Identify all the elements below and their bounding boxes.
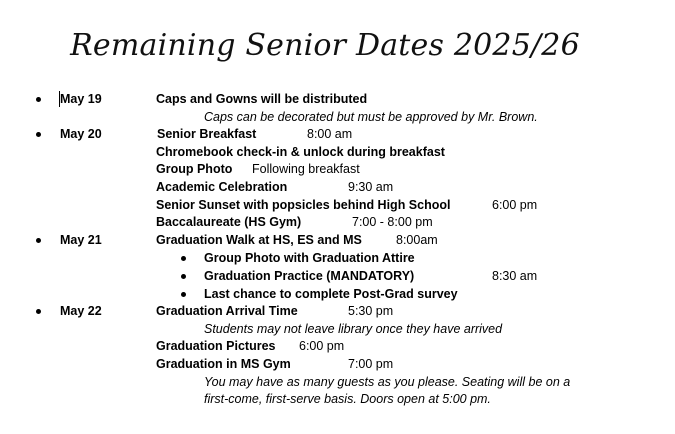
sub-bullet-icon xyxy=(181,292,186,297)
event-academic-celebration: Academic Celebration xyxy=(156,180,288,194)
bullet-icon xyxy=(36,309,41,314)
page-title: Remaining Senior Dates 2025/26 xyxy=(70,28,580,63)
sub-bullet-icon xyxy=(181,256,186,261)
event-graduation-practice: Graduation Practice (MANDATORY) xyxy=(204,269,415,283)
date-may-19: May 19 xyxy=(60,92,102,106)
time-baccalaureate: 7:00 - 8:00 pm xyxy=(352,215,433,229)
date-may-20: May 20 xyxy=(60,127,102,141)
note-caps-decorated: Caps can be decorated but must be approved by Mr. Brown. xyxy=(204,110,538,124)
time-graduation-practice: 8:30 am xyxy=(492,269,538,283)
time-graduation-pictures: 6:00 pm xyxy=(299,339,345,353)
date-may-21: May 21 xyxy=(60,233,102,247)
event-graduation-arrival: Graduation Arrival Time xyxy=(156,304,298,318)
time-graduation-arrival: 5:30 pm xyxy=(348,304,394,318)
bullet-icon xyxy=(36,238,41,243)
event-post-grad-survey: Last chance to complete Post-Grad survey xyxy=(204,287,458,301)
sub-bullet-icon xyxy=(181,274,186,279)
event-graduation-pictures: Graduation Pictures xyxy=(156,339,276,353)
time-senior-breakfast: 8:00 am xyxy=(307,127,353,141)
time-graduation-walk: 8:00am xyxy=(396,233,438,247)
time-senior-sunset: 6:00 pm xyxy=(492,198,538,212)
event-group-photo: Group Photo xyxy=(156,162,233,176)
event-baccalaureate: Baccalaureate (HS Gym) xyxy=(156,215,302,229)
date-may-22: May 22 xyxy=(60,304,102,318)
time-group-photo: Following breakfast xyxy=(252,162,360,176)
event-group-photo-attire: Group Photo with Graduation Attire xyxy=(204,251,415,265)
event-caps-gowns: Caps and Gowns will be distributed xyxy=(156,92,368,106)
event-chromebook: Chromebook check-in & unlock during breakfast xyxy=(156,145,445,159)
event-graduation-walk: Graduation Walk at HS, ES and MS xyxy=(156,233,362,247)
time-graduation-ms-gym: 7:00 pm xyxy=(348,357,394,371)
event-senior-breakfast: Senior Breakfast xyxy=(157,127,257,141)
bullet-icon xyxy=(36,97,41,102)
time-academic-celebration: 9:30 am xyxy=(348,180,394,194)
event-graduation-ms-gym: Graduation in MS Gym xyxy=(156,357,291,371)
note-doors-open: first-come, first-serve basis. Doors open at 5:00 pm. xyxy=(204,392,491,406)
event-senior-sunset: Senior Sunset with popsicles behind High School xyxy=(156,198,451,212)
note-library: Students may not leave library once they have arrived xyxy=(204,322,503,336)
note-guests: You may have as many guests as you please. Seating will be on a xyxy=(204,375,571,389)
bullet-icon xyxy=(36,132,41,137)
